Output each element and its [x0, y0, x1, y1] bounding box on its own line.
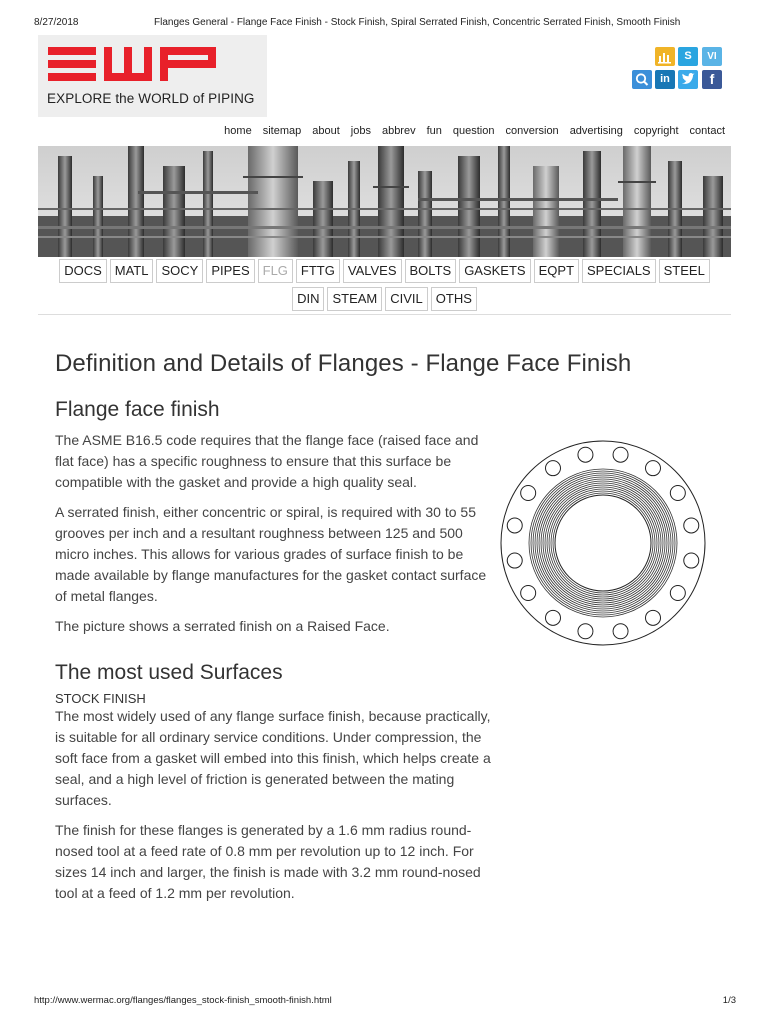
nav-sitemap[interactable]: sitemap [262, 125, 302, 137]
bolt-hole [507, 518, 522, 533]
cat-steam[interactable]: STEAM [327, 287, 382, 311]
bolt-hole [613, 447, 628, 462]
twitter-icon[interactable] [678, 70, 698, 89]
nav-divider [38, 314, 731, 315]
cat-civil[interactable]: CIVIL [385, 287, 428, 311]
subheading-stock-finish: STOCK FINISH [55, 691, 146, 706]
category-row-1 [38, 259, 731, 283]
paragraph-picture-caption: The picture shows a serrated finish on a Raised Face. [55, 618, 390, 634]
main-content [55, 350, 632, 913]
nav-fun[interactable]: fun [426, 125, 442, 137]
print-date: 8/27/2018 [34, 17, 79, 28]
social-icons [655, 47, 735, 92]
bolt-hole [684, 553, 699, 568]
site-logo[interactable] [38, 35, 267, 117]
bolt-hole [670, 485, 685, 500]
paragraph-asme-code: The ASME B16.5 code requires that the flange face (raised face and flat face) has a specific roughness to ensure that this surface be compatible with the gasket and provide a high quality seal. [55, 432, 479, 490]
bolt-hole [578, 624, 593, 639]
top-navigation [224, 125, 725, 137]
flange-serrated-face-image [498, 440, 733, 648]
section-heading-flange-face-finish: Flange face finish [55, 398, 220, 421]
refinery-banner-image [38, 146, 731, 257]
s-icon[interactable]: S [678, 47, 698, 66]
bolt-hole [545, 461, 560, 476]
bolt-hole [521, 586, 536, 601]
bolt-hole [521, 485, 536, 500]
nav-question[interactable]: question [452, 125, 495, 137]
nav-conversion[interactable]: conversion [505, 125, 559, 137]
bolt-hole [545, 610, 560, 625]
bolt-hole [507, 553, 522, 568]
paragraph-serrated-finish: A serrated finish, either concentric or spiral, is required with 30 to 55 grooves per inch and a resultant roughness between 125 and 500 micro inches. This allows for various grades of surface finish to be made available by flange manufactures for the gasket contact surface of metal flanges. [55, 504, 487, 604]
section-heading-most-used-surfaces: The most used Surfaces [55, 661, 283, 684]
nav-jobs[interactable]: jobs [350, 125, 371, 137]
page-title: Definition and Details of Flanges - Flange Face Finish [55, 350, 632, 377]
ewp-logo-mark [48, 47, 220, 91]
nav-home[interactable]: home [224, 125, 252, 137]
linkedin-icon[interactable]: in [655, 70, 675, 89]
nav-contact[interactable]: contact [689, 125, 725, 137]
paragraph-stock-finish: The most widely used of any flange surface finish, because practically, is suitable for all ordinary service conditions. Under compression, the soft face from a gasket will embed into this finish, which helps create a seal, and a high level of friction is generated between the mating surfaces. [55, 708, 491, 808]
nav-advertising[interactable]: advertising [569, 125, 623, 137]
category-row-2 [38, 287, 731, 311]
cat-eqpt[interactable]: EQPT [534, 259, 579, 283]
bolt-hole [646, 461, 661, 476]
cat-gaskets[interactable]: GASKETS [459, 259, 530, 283]
cat-bolts[interactable]: BOLTS [405, 259, 457, 283]
chart-icon[interactable] [655, 47, 675, 66]
cat-valves[interactable]: VALVES [343, 259, 402, 283]
vi-icon[interactable]: VI [702, 47, 722, 66]
logo-tagline: EXPLORE the WORLD of PIPING [47, 91, 255, 106]
nav-about[interactable]: about [312, 125, 340, 137]
facebook-icon[interactable]: f [702, 70, 722, 89]
bolt-hole [670, 586, 685, 601]
cat-pipes[interactable]: PIPES [206, 259, 254, 283]
print-page-number: 1/3 [722, 995, 736, 1006]
cat-specials[interactable]: SPECIALS [582, 259, 656, 283]
bolt-hole [684, 518, 699, 533]
bolt-hole [578, 447, 593, 462]
print-url: http://www.wermac.org/flanges/flanges_stock-finish_smooth-finish.html [34, 995, 332, 1006]
cat-oths[interactable]: OTHS [431, 287, 477, 311]
category-navigation [38, 259, 731, 315]
nav-abbrev[interactable]: abbrev [381, 125, 416, 137]
search-icon[interactable] [632, 70, 652, 89]
cat-steel[interactable]: STEEL [659, 259, 710, 283]
nav-copyright[interactable]: copyright [633, 125, 679, 137]
cat-socy[interactable]: SOCY [156, 259, 203, 283]
cat-din[interactable]: DIN [292, 287, 324, 311]
bolt-hole [646, 610, 661, 625]
bolt-hole [613, 624, 628, 639]
cat-matl[interactable]: MATL [110, 259, 154, 283]
print-title: Flanges General - Flange Face Finish - Stock Finish, Spiral Serrated Finish, Concentric Serrated Finish, Smooth Finish [154, 17, 681, 28]
cat-flg[interactable]: FLG [258, 259, 293, 283]
paragraph-tool-feed: The finish for these flanges is generated by a 1.6 mm radius round-nosed tool at a feed rate of 0.8 mm per revolution up to 12 inch. For sizes 14 inch and larger, the finish is made with 3.2 mm round-nosed tool at a feed of 1.2 mm per revolution. [55, 822, 481, 901]
cat-fttg[interactable]: FTTG [296, 259, 340, 283]
cat-docs[interactable]: DOCS [59, 259, 107, 283]
